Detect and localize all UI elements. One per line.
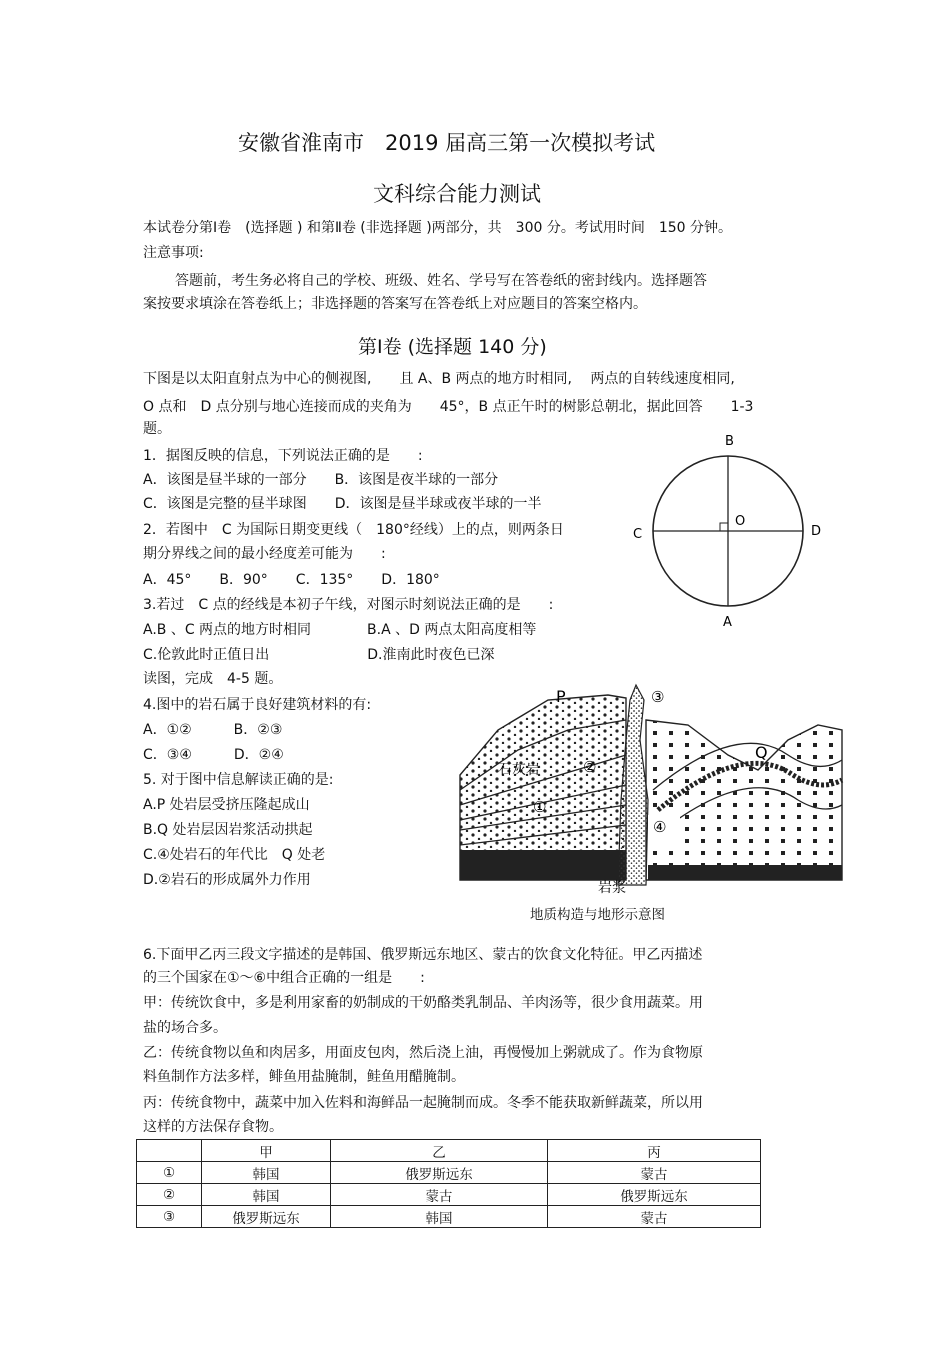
sun-circle-diagram bbox=[625, 428, 830, 633]
label-limestone: 石灰岩 bbox=[498, 762, 540, 778]
table-cell: 韩国 bbox=[202, 1162, 331, 1184]
question-lead: 读图，完成 4-5 题。 bbox=[143, 671, 283, 687]
table-header bbox=[137, 1140, 202, 1162]
question-1-options: C．该图是完整的昼半球图 D．该图是昼半球或夜半球的一半 bbox=[143, 496, 542, 512]
passage-yi: 乙：传统食物以鱼和肉居多，用面皮包肉，然后浇上油，再慢慢加上粥就成了。作为食物原 bbox=[143, 1045, 703, 1061]
label-d: D bbox=[811, 524, 822, 539]
question-5-option: B.Q 处岩层因岩浆活动拱起 bbox=[143, 822, 313, 838]
answer-table bbox=[136, 1139, 761, 1228]
label-q: Q bbox=[755, 743, 768, 762]
question-intro: O 点和 D 点分别与地心连接而成的夹角为 45°，B 点正午时的树影总朝北，据此回答 1-3 bbox=[143, 399, 754, 415]
label-c: C bbox=[633, 527, 643, 542]
label-4: ④ bbox=[653, 818, 667, 836]
notice-line: 案按要求填涂在答卷纸上；非选择题的答案写在答卷纸上对应题目的答案空格内。 bbox=[143, 296, 647, 312]
question-4-options: C．③④ D．②④ bbox=[143, 747, 284, 763]
label-p: P bbox=[556, 687, 566, 706]
question-3-stem: 3.若过 C 点的经线是本初子午线，对图示时刻说法正确的是 : bbox=[143, 597, 554, 613]
table-cell: 蒙古 bbox=[548, 1206, 761, 1228]
label-o: O bbox=[735, 514, 746, 529]
question-3-options: C.伦敦此时正值日出 D.淮南此时夜色已深 bbox=[143, 647, 495, 663]
label-1: ① bbox=[533, 798, 547, 816]
table-cell: 韩国 bbox=[202, 1184, 331, 1206]
passage-jia: 甲：传统饮食中，多是利用家畜的奶制成的干奶酪类乳制品、羊肉汤等，很少食用蔬菜。用 bbox=[143, 995, 703, 1011]
question-5-option: D.②岩石的形成属外力作用 bbox=[143, 872, 311, 888]
question-6-stem: 的三个国家在①～⑥中组合正确的一组是 : bbox=[143, 970, 425, 986]
question-intro: 下图是以太阳直射点为中心的侧视图, 且 A、B 两点的地方时相同, 两点的自转线速度相同, bbox=[143, 371, 735, 387]
passage-jia: 盐的场合多。 bbox=[143, 1020, 227, 1036]
table-cell: ① bbox=[137, 1162, 202, 1184]
geology-caption: 地质构造与地形示意图 bbox=[530, 907, 665, 923]
table-cell: 俄罗斯远东 bbox=[331, 1162, 548, 1184]
question-1-options: A．该图是昼半球的一部分 B．该图是夜半球的一部分 bbox=[143, 472, 499, 488]
passage-bing: 丙：传统食物中，蔬菜中加入佐料和海鲜品一起腌制而成。冬季不能获取新鲜蔬菜，所以用 bbox=[143, 1095, 703, 1111]
table-cell: ② bbox=[137, 1184, 202, 1206]
table-cell: 俄罗斯远东 bbox=[202, 1206, 331, 1228]
table-header: 乙 bbox=[331, 1140, 548, 1162]
question-2-stem: 2．若图中 C 为国际日期变更线（ 180°经线）上的点，则两条日 bbox=[143, 522, 564, 538]
table-cell: 蒙古 bbox=[548, 1162, 761, 1184]
table-cell: 俄罗斯远东 bbox=[548, 1184, 761, 1206]
question-5-option: A.P 处岩层受挤压隆起成山 bbox=[143, 797, 310, 813]
question-5-stem: 5. 对于图中信息解读正确的是: bbox=[143, 772, 334, 788]
passage-yi: 料鱼制作方法多样，鲱鱼用盐腌制，鲑鱼用醋腌制。 bbox=[143, 1069, 465, 1085]
question-2-options: A．45° B．90° C．135° D．180° bbox=[143, 572, 440, 588]
question-5-option: C.④处岩石的年代比 Q 处老 bbox=[143, 847, 326, 863]
table-row bbox=[137, 1184, 761, 1206]
geology-diagram bbox=[458, 680, 844, 895]
question-2-stem: 期分界线之间的最小经度差可能为 : bbox=[143, 546, 386, 562]
label-magma: 岩浆 bbox=[598, 880, 626, 895]
exam-title: 安徽省淮南市 2019 届高三第一次模拟考试 bbox=[238, 131, 656, 155]
table-cell: 蒙古 bbox=[331, 1184, 548, 1206]
question-4-stem: 4.图中的岩石属于良好建筑材料的有: bbox=[143, 697, 372, 713]
table-header: 丙 bbox=[548, 1140, 761, 1162]
question-intro: 题。 bbox=[143, 421, 171, 437]
question-3-options: A.B 、C 两点的地方时相同 B.A 、D 两点太阳高度相等 bbox=[143, 622, 537, 638]
table-header-row bbox=[137, 1140, 761, 1162]
label-b: B bbox=[725, 434, 734, 449]
table-row bbox=[137, 1206, 761, 1228]
question-4-options: A．①② B．②③ bbox=[143, 722, 283, 738]
table-row bbox=[137, 1162, 761, 1184]
notice-label: 注意事项: bbox=[143, 245, 204, 261]
table-header: 甲 bbox=[202, 1140, 331, 1162]
exam-intro: 本试卷分第Ⅰ卷 (选择题 ) 和第Ⅱ卷 (非选择题 )两部分，共 300 分。考试用时间 150 分钟。 bbox=[143, 220, 733, 236]
passage-bing: 这样的方法保存食物。 bbox=[143, 1119, 283, 1135]
question-6-stem: 6.下面甲乙丙三段文字描述的是韩国、俄罗斯远东地区、蒙古的饮食文化特征。甲乙丙描述 bbox=[143, 947, 703, 963]
label-2: ② bbox=[583, 758, 597, 776]
label-a: A bbox=[723, 615, 732, 630]
exam-subtitle: 文科综合能力测试 bbox=[373, 182, 541, 206]
table-cell: 韩国 bbox=[331, 1206, 548, 1228]
table-cell: ③ bbox=[137, 1206, 202, 1228]
section-title: 第Ⅰ卷 (选择题 140 分) bbox=[358, 336, 547, 358]
notice-line: 答题前，考生务必将自己的学校、班级、姓名、学号写在答卷纸的密封线内。选择题答 bbox=[175, 273, 707, 289]
question-1-stem: 1．据图反映的信息，下列说法正确的是 : bbox=[143, 448, 423, 464]
label-3: ③ bbox=[651, 688, 665, 706]
